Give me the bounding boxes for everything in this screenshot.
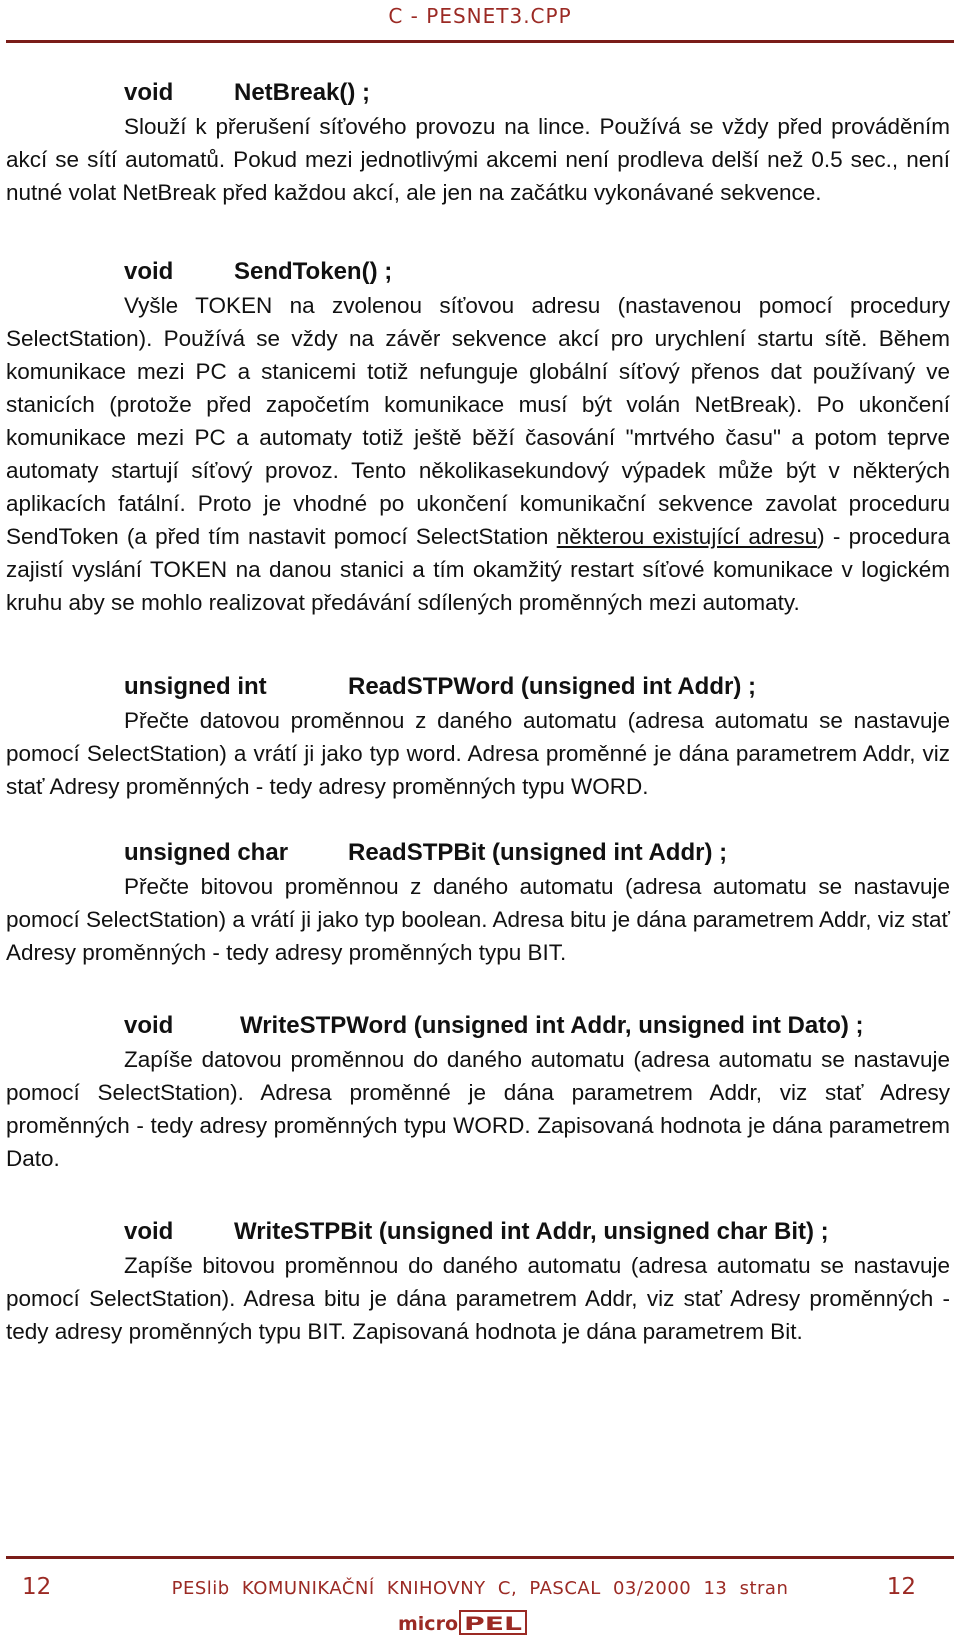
function-description: Přečte datovou proměnnou z daného automatu (adresa automatu se nastavuje pomocí SelectStation) a vrátí ji jako typ word. Adresa proměnné je dána parametrem Addr, viz stať Adresy proměnných - tedy adresy proměnných typu WORD. <box>6 708 950 799</box>
svg-text:PEL: PEL <box>464 1613 522 1635</box>
function-signature <box>6 1215 950 1249</box>
footer-title: PESlib KOMUNIKAČNÍ KNIHOVNY C, PASCAL 03/2000 13 stran <box>171 1578 789 1599</box>
function-name: NetBreak() ; <box>234 79 371 106</box>
return-type: void <box>124 1012 174 1039</box>
function-description: Zapíše bitovou proměnnou do daného automatu (adresa automatu se nastavuje pomocí SelectStation). Adresa bitu je dána parametrem Addr, viz stať Adresy proměnných - tedy adresy proměnných typu BIT. Zapisovaná hodnota je dána parametrem Bit. <box>6 1253 950 1344</box>
function-signature <box>6 76 950 110</box>
micropel-logo <box>398 1608 528 1636</box>
footer-rule <box>6 1556 954 1559</box>
description-text: Vyšle TOKEN na zvolenou síťovou adresu (nastavenou pomocí procedury SelectStation). Používá se vždy na závěr sekvence akcí pro urychlení startu sítě. Během komunikace mezi PC a stanicemi totiž nefunguje globální síťový přenos dat používaný ve stanicích (protože před započetím komunikace musí být volán NetBreak). Po ukončení komunikace mezi PC a automaty totiž ještě běží časování "mrtvého času" a potom teprve automaty startují síťový provoz. Tento několikasekundový výpadek může být v některých aplikacích fatální. Proto je vhodné po ukončení komunikační sekvence zavolat proceduru SendToken (a před tím nastavit pomocí SelectStation <box>6 293 950 549</box>
function-description <box>6 289 950 619</box>
function-name: ReadSTPBit (unsigned int Addr) ; <box>348 839 728 866</box>
function-signature <box>6 1009 950 1043</box>
section-writestpbit <box>6 1215 950 1348</box>
section-readstpword <box>6 670 950 803</box>
function-description: Zapíše datovou proměnnou do daného automatu (adresa automatu se nastavuje pomocí SelectStation). Adresa proměnné je dána parametrem Addr, viz stať Adresy proměnných - tedy adresy proměnných typu WORD. Zapisovaná hodnota je dána parametrem Dato. <box>6 1047 950 1171</box>
section-readstpbit <box>6 836 950 969</box>
document-body <box>6 76 950 1348</box>
function-description: Slouží k přerušení síťového provozu na lince. Používá se vždy před prováděním akcí se sítí automatů. Pokud mezi jednotlivými akcemi není prodleva delší než 0.5 sec., není nutné volat NetBreak před každou akcí, ale jen na začátku vykonávané sekvence. <box>6 114 950 205</box>
page-number-right: 12 <box>886 1574 916 1600</box>
description-text-end: ) - procedura zajistí vyslání TOKEN na danou stanici a tím okamžitý restart síťové komunikace v logickém kruhu aby se mohlo realizovat předávání sdílených proměnných mezi automaty. <box>6 524 950 615</box>
return-type: unsigned char <box>124 839 289 866</box>
return-type: unsigned int <box>124 673 267 700</box>
svg-text:micro: micro <box>398 1613 458 1635</box>
page-number-left: 12 <box>22 1574 52 1600</box>
return-type: void <box>124 258 174 285</box>
return-type: void <box>124 79 174 106</box>
header-rule <box>6 40 954 43</box>
function-name: WriteSTPBit (unsigned int Addr, unsigned char Bit) ; <box>234 1218 829 1245</box>
function-description: Přečte bitovou proměnnou z daného automatu (adresa automatu se nastavuje pomocí SelectStation) a vrátí ji jako typ boolean. Adresa bitu je dána parametrem Addr, viz stať Adresy proměnných - tedy adresy proměnných typu BIT. <box>6 874 950 965</box>
function-name: ReadSTPWord (unsigned int Addr) ; <box>348 673 756 700</box>
function-name: WriteSTPWord (unsigned int Addr, unsigned int Dato) ; <box>240 1012 864 1039</box>
section-sendtoken <box>6 255 950 619</box>
underlined-text: některou existující adresu <box>556 524 818 549</box>
page-header-title: C - PESNET3.CPP <box>388 4 572 28</box>
function-signature <box>6 670 950 704</box>
function-signature <box>6 255 950 289</box>
section-writestpword <box>6 1009 950 1175</box>
function-signature <box>6 836 950 870</box>
section-netbreak <box>6 76 950 209</box>
return-type: void <box>124 1218 174 1245</box>
function-name: SendToken() ; <box>234 258 393 285</box>
